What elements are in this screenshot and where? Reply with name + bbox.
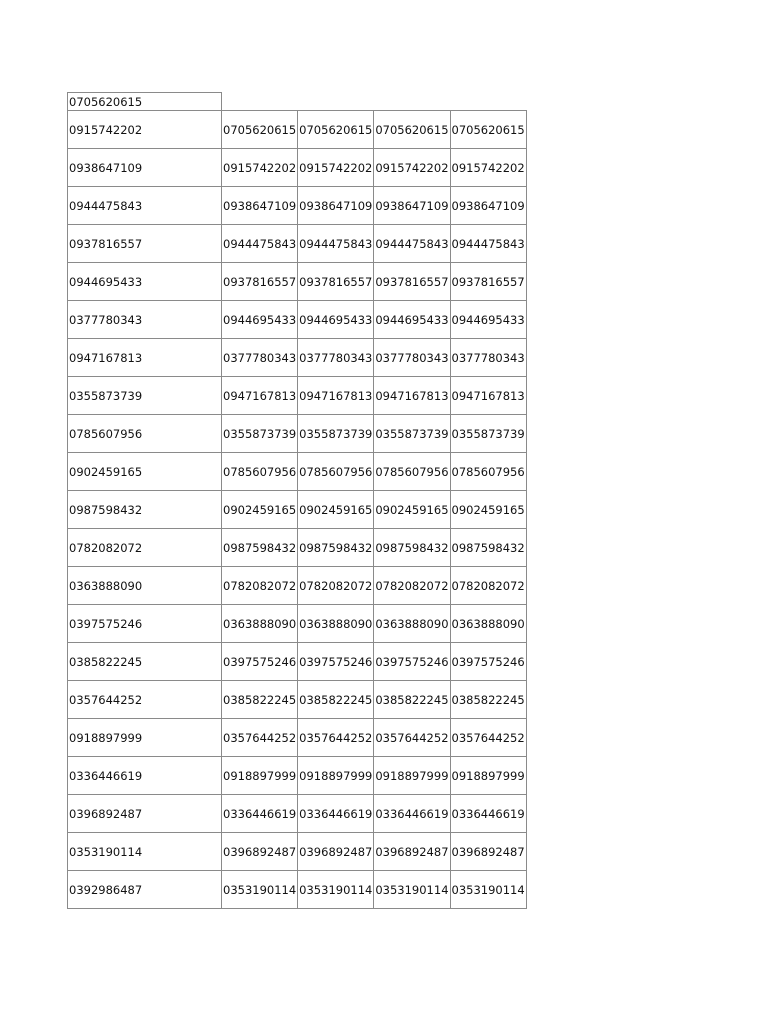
table-cell[interactable]: 0396892487 <box>68 795 222 833</box>
table-row <box>68 225 527 263</box>
table-cell[interactable]: 0355873739 <box>222 415 298 453</box>
empty-cell <box>222 93 527 111</box>
table-cell[interactable]: 0987598432 <box>222 529 298 567</box>
table-cell[interactable]: 0782082072 <box>222 567 298 605</box>
table-cell[interactable]: 0785607956 <box>298 453 374 491</box>
table-row <box>68 567 527 605</box>
table-cell[interactable]: 0938647109 <box>298 187 374 225</box>
table-row <box>68 187 527 225</box>
table-row <box>68 93 527 111</box>
table-cell[interactable]: 0785607956 <box>450 453 526 491</box>
table-cell[interactable]: 0947167813 <box>374 377 450 415</box>
table-cell[interactable]: 0357644252 <box>68 681 222 719</box>
table-cell[interactable]: 0944695433 <box>222 301 298 339</box>
table-cell[interactable]: 0902459165 <box>374 491 450 529</box>
table-cell[interactable]: 0938647109 <box>374 187 450 225</box>
table-cell[interactable]: 0385822245 <box>222 681 298 719</box>
table-cell[interactable]: 0705620615 <box>222 111 298 149</box>
table-row <box>68 795 527 833</box>
table-cell[interactable]: 0785607956 <box>222 453 298 491</box>
table-cell[interactable]: 0357644252 <box>298 719 374 757</box>
table-row <box>68 757 527 795</box>
table-row <box>68 681 527 719</box>
table-cell[interactable]: 0336446619 <box>298 795 374 833</box>
table-row <box>68 643 527 681</box>
table-cell[interactable]: 0377780343 <box>450 339 526 377</box>
table-cell[interactable]: 0915742202 <box>222 149 298 187</box>
table-cell[interactable]: 0705620615 <box>374 111 450 149</box>
table-cell[interactable]: 0947167813 <box>68 339 222 377</box>
table-cell[interactable]: 0947167813 <box>222 377 298 415</box>
table-cell[interactable]: 0353190114 <box>450 871 526 909</box>
table-cell[interactable]: 0396892487 <box>374 833 450 871</box>
table-cell[interactable]: 0944475843 <box>68 187 222 225</box>
table-cell[interactable]: 0357644252 <box>450 719 526 757</box>
table-cell[interactable]: 0938647109 <box>450 187 526 225</box>
table-cell[interactable]: 0397575246 <box>222 643 298 681</box>
table-cell[interactable]: 0705620615 <box>68 93 222 111</box>
table-cell[interactable]: 0353190114 <box>374 871 450 909</box>
table-cell[interactable]: 0944475843 <box>374 225 450 263</box>
table-cell[interactable]: 0944695433 <box>298 301 374 339</box>
table-cell[interactable]: 0336446619 <box>450 795 526 833</box>
table-cell[interactable]: 0902459165 <box>450 491 526 529</box>
table-cell[interactable]: 0938647109 <box>222 187 298 225</box>
table-cell[interactable]: 0357644252 <box>222 719 298 757</box>
table-cell[interactable]: 0918897999 <box>374 757 450 795</box>
table-cell[interactable]: 0944695433 <box>374 301 450 339</box>
table-cell[interactable]: 0918897999 <box>68 719 222 757</box>
table-row <box>68 301 527 339</box>
table-cell[interactable]: 0353190114 <box>68 833 222 871</box>
table-cell[interactable]: 0944475843 <box>222 225 298 263</box>
table-cell[interactable]: 0353190114 <box>298 871 374 909</box>
table-cell[interactable]: 0918897999 <box>298 757 374 795</box>
table-cell[interactable]: 0987598432 <box>298 529 374 567</box>
table-cell[interactable]: 0944475843 <box>298 225 374 263</box>
table-cell[interactable]: 0782082072 <box>68 529 222 567</box>
table-cell[interactable]: 0377780343 <box>222 339 298 377</box>
table-cell[interactable]: 0397575246 <box>374 643 450 681</box>
table-cell[interactable]: 0782082072 <box>298 567 374 605</box>
table-cell[interactable]: 0396892487 <box>298 833 374 871</box>
table-row <box>68 111 527 149</box>
table-cell[interactable]: 0938647109 <box>68 149 222 187</box>
table-cell[interactable]: 0385822245 <box>68 643 222 681</box>
table-row <box>68 453 527 491</box>
table-cell[interactable]: 0947167813 <box>298 377 374 415</box>
table-cell[interactable]: 0902459165 <box>222 491 298 529</box>
table-cell[interactable]: 0915742202 <box>374 149 450 187</box>
table-row <box>68 491 527 529</box>
table-cell[interactable]: 0353190114 <box>222 871 298 909</box>
table-cell[interactable]: 0915742202 <box>68 111 222 149</box>
table-cell[interactable]: 0336446619 <box>222 795 298 833</box>
table-row <box>68 605 527 643</box>
table-cell[interactable]: 0397575246 <box>68 605 222 643</box>
table-cell[interactable]: 0782082072 <box>450 567 526 605</box>
table-cell[interactable]: 0782082072 <box>374 567 450 605</box>
table-cell[interactable]: 0377780343 <box>298 339 374 377</box>
table-cell[interactable]: 0785607956 <box>68 415 222 453</box>
table-row <box>68 529 527 567</box>
table-cell[interactable]: 0396892487 <box>450 833 526 871</box>
table-cell[interactable]: 0918897999 <box>450 757 526 795</box>
table-cell[interactable]: 0377780343 <box>68 301 222 339</box>
table-row <box>68 719 527 757</box>
table-cell[interactable]: 0363888090 <box>374 605 450 643</box>
table-cell[interactable]: 0944475843 <box>450 225 526 263</box>
table-cell[interactable]: 0392986487 <box>68 871 222 909</box>
table-row <box>68 339 527 377</box>
table-row <box>68 415 527 453</box>
table-cell[interactable]: 0915742202 <box>450 149 526 187</box>
table-cell[interactable]: 0918897999 <box>222 757 298 795</box>
table-cell[interactable]: 0937816557 <box>222 263 298 301</box>
table-cell[interactable]: 0937816557 <box>450 263 526 301</box>
table-cell[interactable]: 0987598432 <box>374 529 450 567</box>
table-cell[interactable]: 0397575246 <box>450 643 526 681</box>
table-cell[interactable]: 0336446619 <box>374 795 450 833</box>
table-cell[interactable]: 0944695433 <box>450 301 526 339</box>
table-cell[interactable]: 0937816557 <box>68 225 222 263</box>
table-cell[interactable]: 0785607956 <box>374 453 450 491</box>
table-cell[interactable]: 0705620615 <box>450 111 526 149</box>
table-cell[interactable]: 0396892487 <box>222 833 298 871</box>
table-cell[interactable]: 0397575246 <box>298 643 374 681</box>
table-cell[interactable]: 0385822245 <box>298 681 374 719</box>
table-cell[interactable]: 0363888090 <box>68 567 222 605</box>
table-cell[interactable]: 0355873739 <box>374 415 450 453</box>
table-cell[interactable]: 0355873739 <box>450 415 526 453</box>
table-cell[interactable]: 0357644252 <box>374 719 450 757</box>
table-cell[interactable]: 0377780343 <box>374 339 450 377</box>
table-row <box>68 871 527 909</box>
table-cell[interactable]: 0363888090 <box>222 605 298 643</box>
spreadsheet-body <box>68 93 527 909</box>
table-row <box>68 149 527 187</box>
table-cell[interactable]: 0947167813 <box>450 377 526 415</box>
table-cell[interactable]: 0937816557 <box>298 263 374 301</box>
table-cell[interactable]: 0902459165 <box>298 491 374 529</box>
table-cell[interactable]: 0355873739 <box>298 415 374 453</box>
table-cell[interactable]: 0385822245 <box>374 681 450 719</box>
table-cell[interactable]: 0902459165 <box>68 453 222 491</box>
table-cell[interactable]: 0705620615 <box>298 111 374 149</box>
table-row <box>68 377 527 415</box>
spreadsheet-table <box>67 92 527 909</box>
table-cell[interactable]: 0944695433 <box>68 263 222 301</box>
table-cell[interactable]: 0915742202 <box>298 149 374 187</box>
table-row <box>68 833 527 871</box>
table-cell[interactable]: 0355873739 <box>68 377 222 415</box>
table-cell[interactable]: 0363888090 <box>450 605 526 643</box>
table-row <box>68 263 527 301</box>
table-cell[interactable]: 0987598432 <box>450 529 526 567</box>
table-cell[interactable]: 0336446619 <box>68 757 222 795</box>
table-cell[interactable]: 0987598432 <box>68 491 222 529</box>
table-cell[interactable]: 0363888090 <box>298 605 374 643</box>
table-cell[interactable]: 0385822245 <box>450 681 526 719</box>
table-cell[interactable]: 0937816557 <box>374 263 450 301</box>
